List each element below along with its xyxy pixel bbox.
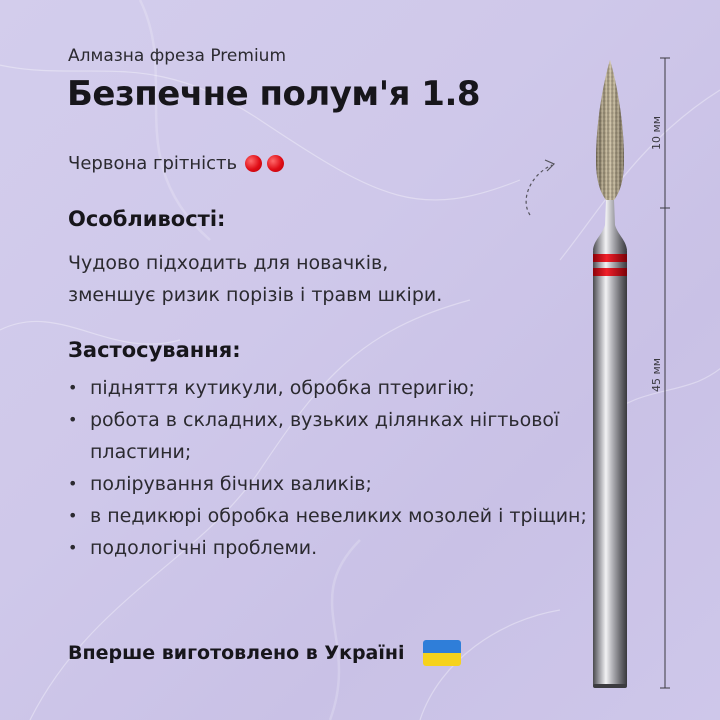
bullet-icon: • bbox=[68, 538, 78, 557]
features-heading: Особливості: bbox=[68, 207, 226, 231]
grit-ring bbox=[593, 254, 627, 262]
bur-shank bbox=[593, 248, 627, 688]
list-item-text: підняття кутикули, обробка птеригію; bbox=[90, 377, 475, 399]
grit-label: Червона грітність bbox=[68, 153, 238, 174]
bullet-icon: • bbox=[68, 474, 78, 493]
features-line: Чудово підходить для новачків, bbox=[68, 252, 389, 274]
grit-dot-icon bbox=[245, 155, 262, 172]
bullet-icon: • bbox=[68, 506, 78, 525]
bullet-icon: • bbox=[68, 410, 78, 429]
footer-text: Вперше виготовлено в Україні bbox=[68, 642, 405, 664]
ukraine-flag-icon bbox=[423, 640, 461, 666]
list-item-text: в педикюрі обробка невеликих мозолей і тріщин; bbox=[90, 505, 587, 527]
head-length-label: 10 мм bbox=[650, 115, 663, 151]
product-category: Алмазна фреза Premium bbox=[68, 46, 287, 66]
page-title: Безпечне полум'я 1.8 bbox=[67, 74, 481, 114]
total-length-label: 45 мм bbox=[650, 357, 663, 393]
usage-heading: Застосування: bbox=[68, 338, 241, 362]
bur-illustration bbox=[500, 40, 710, 720]
dashed-arrow-icon bbox=[526, 160, 554, 215]
bur-neck bbox=[593, 200, 627, 250]
grit-indicator bbox=[68, 153, 284, 174]
grit-dot-icon bbox=[267, 155, 284, 172]
list-item-text: подологічні проблеми. bbox=[90, 537, 318, 559]
grit-ring bbox=[593, 268, 627, 276]
list-item-text: полірування бічних валиків; bbox=[90, 473, 372, 495]
list-item-text: робота в складних, вузьких ділянках нігтьової пластини; bbox=[90, 409, 560, 463]
dimension-total bbox=[660, 208, 670, 688]
bullet-icon: • bbox=[68, 378, 78, 397]
made-in-ukraine bbox=[68, 640, 461, 666]
features-line: зменшує ризик порізів і травм шкіри. bbox=[68, 284, 443, 306]
